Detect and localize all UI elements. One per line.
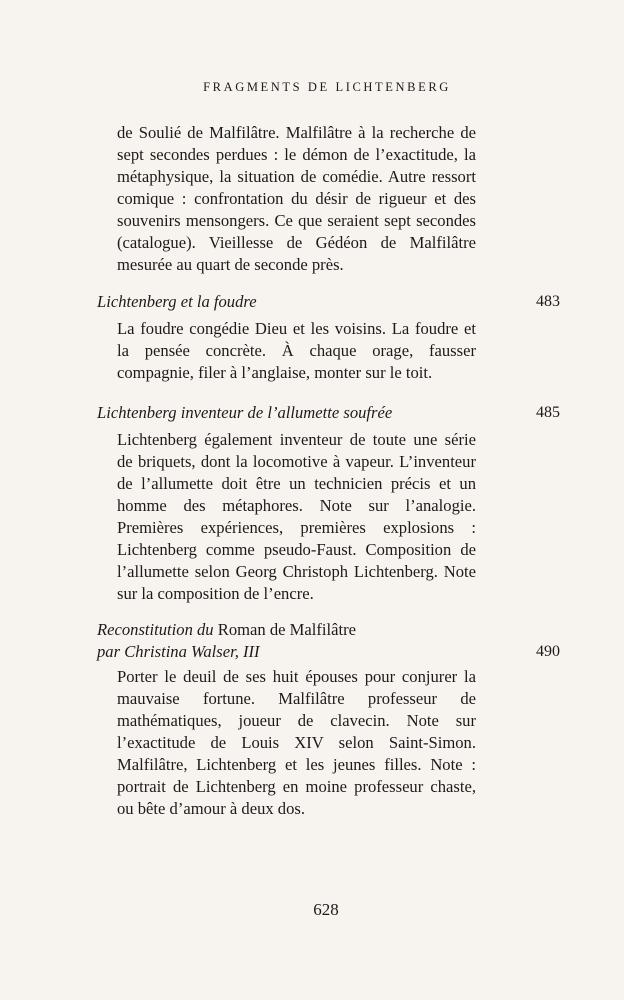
intro-paragraph: de Soulié de Malfilâtre. Malfilâtre à la recherche de sept secondes perdues : le démon de l’exactitude, la métaphysique, la situation de comédie. Autre ressort comique : confrontation du désir de rigueur et des souvenirs mensongers. Ce que seraient sept secondes (catalogue). Vieillesse de Gédéon de Malfilâtre mesurée au quart de seconde près.: [117, 123, 476, 274]
entry-page-foudre: 483: [536, 293, 560, 310]
running-head: FRAGMENTS DE LICHTENBERG: [203, 80, 451, 94]
page-number: 628: [313, 900, 339, 919]
entry-title-foudre: Lichtenberg et la foudre: [97, 292, 257, 311]
entry-title-reconstitution-line2: par Christina Walser, III: [97, 642, 260, 661]
entry-title-reconstitution-italic: Reconstitution du: [97, 620, 214, 639]
entry-page-allumette: 485: [536, 404, 560, 421]
entry-page-reconstitution: 490: [536, 643, 560, 660]
entry-title-reconstitution-roman: Roman de Malfilâtre: [217, 620, 357, 639]
entry-title-reconstitution: [97, 619, 477, 663]
entry-summary-allumette: Lichtenberg également inventeur de toute une série de briquets, dont la locomotive à vapeur. L’inventeur de l’allumette doit être un technicien précis et un homme des métaphores. Note sur l’analogie. Premières expériences, premières explosions : Lichtenberg comme pseudo-Faust. Composition de l’allumette selon Georg Christoph Lichtenberg. Note sur la composition de l’encre.: [117, 430, 476, 603]
entry-summary-reconstitution: Porter le deuil de ses huit épouses pour conjurer la mauvaise fortune. Malfilâtre professeur de mathématiques, joueur de clavecin. Note sur l’exactitude de Louis XIV selon Saint-Simon. Malfilâtre, Lichtenberg et les jeunes filles. Note : portrait de Lichtenberg en moine professeur chaste, ou bête d’amour à deux dos.: [117, 667, 476, 818]
entry-summary-foudre: La foudre congédie Dieu et les voisins. La foudre et la pensée concrète. À chaque orage, fausser compagnie, filer à l’anglaise, monter sur le toit.: [117, 319, 476, 382]
entry-title-allumette: Lichtenberg inventeur de l’allumette soufrée: [97, 403, 393, 422]
